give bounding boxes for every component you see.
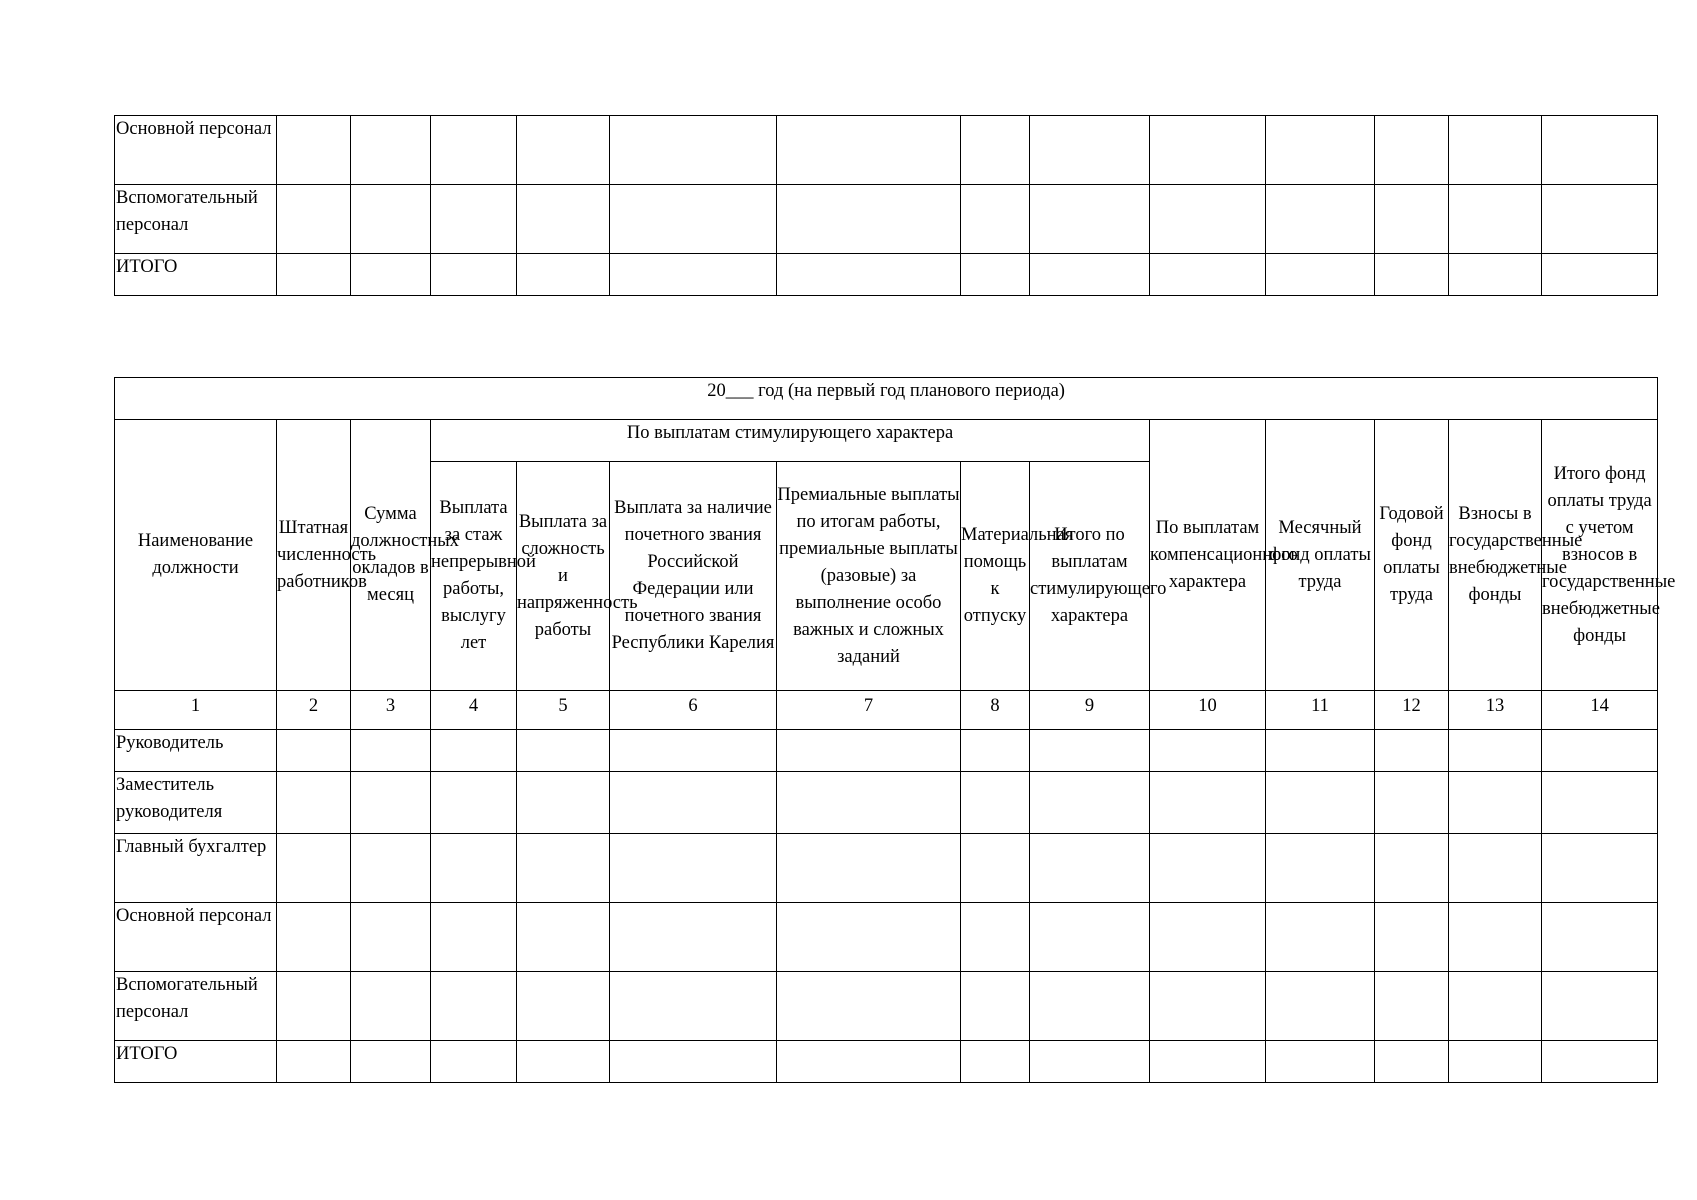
table-row — [115, 903, 1658, 972]
column-number: 4 — [431, 691, 517, 730]
table-row — [115, 1041, 1658, 1083]
top-staff-table — [114, 115, 1658, 296]
table-row — [115, 254, 1658, 296]
table-row — [115, 972, 1658, 1041]
column-number: 7 — [777, 691, 961, 730]
table-row — [115, 730, 1658, 772]
table-row — [115, 834, 1658, 903]
header-bonus-pay: Премиальные выплаты по итогам работы, премиальные выплаты (разовые) за выполнение особо важных и сложных заданий — [777, 462, 961, 691]
header-contributions: Взносы в государственные внебюджетные фонды — [1449, 420, 1542, 691]
row-label: Вспомогательный персонал — [115, 185, 277, 254]
header-annual-fund: Годовой фонд оплаты труда — [1375, 420, 1449, 691]
header-staff-count: Штатная численность работников — [277, 420, 351, 691]
column-number: 12 — [1375, 691, 1449, 730]
row-label: Заместитель руководителя — [115, 772, 277, 834]
column-number: 14 — [1542, 691, 1658, 730]
header-incentive-group: По выплатам стимулирующего характера — [431, 420, 1150, 462]
row-label: Вспомогательный персонал — [115, 972, 277, 1041]
header-salary-sum: Сумма должностных окладов в месяц — [351, 420, 431, 691]
header-honorary-title-pay: Выплата за наличие почетного звания Российской Федерации или почетного звания Республики Карелия — [610, 462, 777, 691]
table-row — [115, 185, 1658, 254]
header-monthly-fund: Месячный фонд оплаты труда — [1266, 420, 1375, 691]
row-label: Главный бухгалтер — [115, 834, 277, 903]
column-number: 11 — [1266, 691, 1375, 730]
row-label: Руководитель — [115, 730, 277, 772]
column-number: 10 — [1150, 691, 1266, 730]
header-compensation: По выплатам компенсационного характера — [1150, 420, 1266, 691]
column-number: 3 — [351, 691, 431, 730]
column-number: 5 — [517, 691, 610, 730]
column-number: 13 — [1449, 691, 1542, 730]
column-number: 2 — [277, 691, 351, 730]
table-row — [115, 116, 1658, 185]
header-complexity-pay: Выплата за сложность и напряженность работы — [517, 462, 610, 691]
table-title: 20___ год (на первый год планового периода) — [115, 378, 1658, 420]
row-label: Основной персонал — [115, 903, 277, 972]
column-number: 8 — [961, 691, 1030, 730]
header-position-name: Наименование должности — [115, 420, 277, 691]
row-label: ИТОГО — [115, 1041, 277, 1083]
column-number: 9 — [1030, 691, 1150, 730]
header-seniority-pay: Выплата за стаж непрерывной работы, выслугу лет — [431, 462, 517, 691]
column-number-row — [115, 691, 1658, 730]
header-total-fund: Итого фонд оплаты труда с учетом взносов в государственные внебюджетные фонды — [1542, 420, 1658, 691]
header-vacation-aid: Материальная помощь к отпуску — [961, 462, 1030, 691]
header-incentive-total: Итого по выплатам стимулирующего характера — [1030, 462, 1150, 691]
row-label: ИТОГО — [115, 254, 277, 296]
table-row — [115, 772, 1658, 834]
column-number: 6 — [610, 691, 777, 730]
column-number: 1 — [115, 691, 277, 730]
row-label: Основной персонал — [115, 116, 277, 185]
payroll-fund-table — [114, 377, 1676, 1083]
